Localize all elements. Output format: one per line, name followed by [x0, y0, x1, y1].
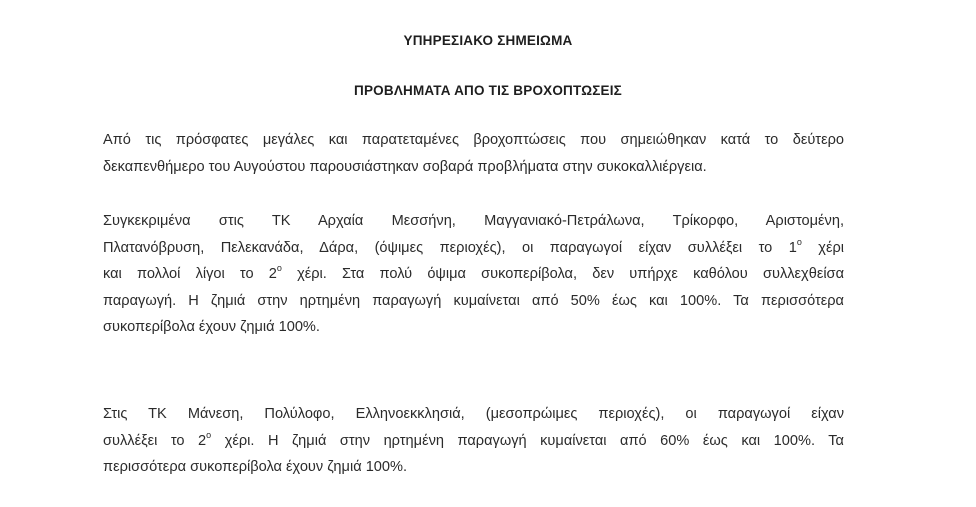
paragraph-mid-early-areas — [103, 401, 844, 481]
paragraph-line: Στις ΤΚ Μάνεση, Πολύλοφο, Ελληνοεκκλησιά, (μεσοπρώιμες περιοχές), οι παραγωγοί είχαν — [103, 406, 844, 422]
paragraph-line: συκοπερίβολα έχουν ζημιά 100%. — [103, 319, 320, 335]
paragraph-line — [103, 261, 844, 288]
paragraph-late-areas — [103, 208, 844, 341]
text-segment: συλλέξει το 2 — [103, 432, 207, 449]
superscript: ο — [796, 236, 802, 247]
paragraph-line — [103, 235, 844, 262]
text-segment: χέρι. Στα πολύ όψιμα συκοπερίβολα, δεν υπήρχε καθόλου συλλεχθείσα — [281, 266, 845, 282]
document-title: ΥΠΗΡΕΣΙΑΚΟ ΣΗΜΕΙΩΜΑ — [403, 33, 573, 48]
paragraph-line: περισσότερα συκοπερίβολα έχουν ζημιά 100%. — [103, 459, 408, 475]
paragraph-line: Από τις πρόσφατες μεγάλες και παρατεταμένες βροχοπτώσεις που σημειώθηκαν κατά το δεύτερο — [103, 132, 844, 148]
superscript: ο — [276, 263, 282, 274]
text-segment: χέρι — [801, 239, 845, 256]
paragraph-line — [103, 428, 844, 455]
superscript: ο — [206, 429, 212, 440]
paragraph-line: Συγκεκριμένα στις ΤΚ Αρχαία Μεσσήνη, Μαγγανιακό-Πετράλωνα, Τρίκορφο, Αριστομένη, — [103, 213, 844, 229]
text-segment: χέρι. Η ζημιά στην ηρτημένη παραγωγή κυμαίνεται από 60% έως και 100%. Τα — [211, 432, 844, 449]
paragraph-line: δεκαπενθήμερο του Αυγούστου παρουσιάστηκαν σοβαρά προβλήματα στην συκοκαλλιέργεια. — [103, 158, 707, 175]
text-segment: Πλατανόβρυση, Πελεκανάδα, Δάρα, (όψιμες περιοχές), οι παραγωγοί είχαν συλλέξει το 1 — [103, 239, 797, 256]
text-segment: και πολλοί λίγοι το 2 — [103, 266, 277, 282]
paragraph-line: παραγωγή. Η ζημιά στην ηρτημένη παραγωγή κυμαίνεται από 50% έως και 100%. Τα περισσότερα — [103, 292, 844, 309]
document-subtitle: ΠΡΟΒΛΗΜΑΤΑ ΑΠΟ ΤΙΣ ΒΡΟΧΟΠΤΩΣΕΙΣ — [354, 83, 622, 98]
paragraph-intro — [103, 127, 844, 180]
